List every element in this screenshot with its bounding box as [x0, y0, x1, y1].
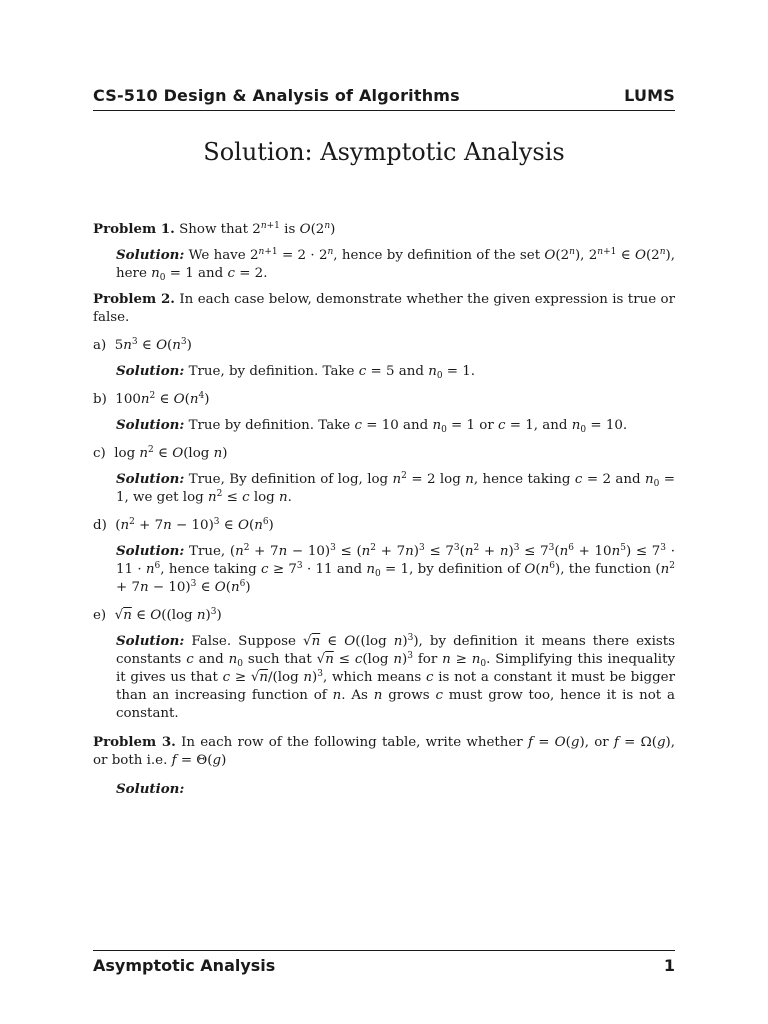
item-key: e)	[93, 608, 107, 623]
footer-title: Asymptotic Analysis	[93, 956, 276, 975]
solution-label: Solution:	[116, 471, 185, 487]
running-header	[93, 86, 675, 105]
list-item: c) $\log n^2$ ∈ O(log n)	[93, 445, 228, 461]
solution-label: Solution:	[116, 781, 185, 797]
solution-label: Solution:	[116, 247, 185, 263]
item-key: d)	[93, 518, 107, 533]
item-solution: Solution: True, By definition of log, $\log n^2 = 2$ log n, hence taking c = 2 and $n_0 = 1$, we get $\log n^2 \le c$ log n.	[116, 471, 675, 505]
document-body	[93, 220, 675, 799]
item-key: b)	[93, 392, 107, 407]
document-title: Solution: Asymptotic Analysis	[203, 138, 565, 166]
solution-label: Solution:	[116, 363, 185, 379]
item-key: a)	[93, 338, 107, 353]
solution-label: Solution:	[116, 543, 185, 559]
running-footer	[93, 956, 675, 975]
problem-1-label: Problem 1.	[93, 221, 175, 237]
solution-label: Solution:	[116, 417, 185, 433]
problem-2-label: Problem 2.	[93, 291, 175, 307]
problem-3-label: Problem 3.	[93, 734, 176, 750]
header-rule	[93, 110, 675, 111]
problem-1-solution: Solution: We have $2^{n+1} = 2 \cdot 2^n$, hence by definition of the set O(2$^n$), $2^{n+1}$ ∈ O(2$^n$), here $n_0 = 1$ and c = 2.	[116, 247, 675, 283]
problem-1: Problem 1. Show that $2^{n+1}$ is O(2$^n$)	[93, 221, 336, 237]
item-solution: Solution: True, $(n^2 + 7n - 10)^3 \le (n^2 + 7n)^3 \le 7^3(n^2 + n)^3 \le 7^3(n^6 + 10n^5) \le 7^3 \cdot 11 \cdot n^6$, hence taking $c \ge 7^3 \cdot 11$ and $n_0 = 1$, by definition of $O(n^6)$, the function $(n^2 + 7n - 10)^3$ ∈ $O(n^6)$	[116, 543, 675, 595]
list-item: a) $5n^3$ ∈ $O(n^3)$	[93, 337, 192, 353]
list-item: b) $100n^2$ ∈ $O(n^4)$	[93, 391, 210, 407]
page-number: 1	[663, 956, 675, 975]
problem-3: Problem 3. In each row of the following table, write whether f = O(g), or f = Ω(g), or both i.e. f = Θ(g)	[93, 734, 676, 768]
list-item: d) $(n^2 + 7n - 10)^3$ ∈ $O(n^6)$	[93, 517, 274, 533]
institution-name: LUMS	[624, 86, 675, 105]
course-title: CS-510 Design & Analysis of Algorithms	[93, 86, 460, 105]
solution-label: Solution:	[116, 633, 185, 649]
item-solution: Solution: True by definition. Take c = 10 and $n_0 = 1$ or c = 1, and $n_0 = 10$.	[116, 417, 628, 435]
item-solution: Solution: True, by definition. Take c = 5 and $n_0 = 1$.	[116, 363, 476, 381]
problem-2-text: In each case below, demonstrate whether the given expression is true or false.	[93, 292, 675, 325]
problem-2	[93, 290, 675, 327]
item-key: c)	[93, 446, 106, 461]
item-solution: Solution: False. Suppose √n ∈ O((log n)$^3$), by definition it means there exists constants c and $n_0$ such that √n ≤ c(log n)$^3$ for $n \ge n_0$. Simplifying this inequality it gives us that c ≥ √n/(log n)$^3$, which means c is not a constant it must be bigger than an increasing function of n. As n grows c must grow too, hence it is not a constant.	[116, 633, 676, 721]
footer-rule	[93, 950, 675, 951]
list-item: e) √n ∈ O((log n)$^3$)	[93, 607, 222, 623]
problem-3-solution	[116, 780, 675, 799]
